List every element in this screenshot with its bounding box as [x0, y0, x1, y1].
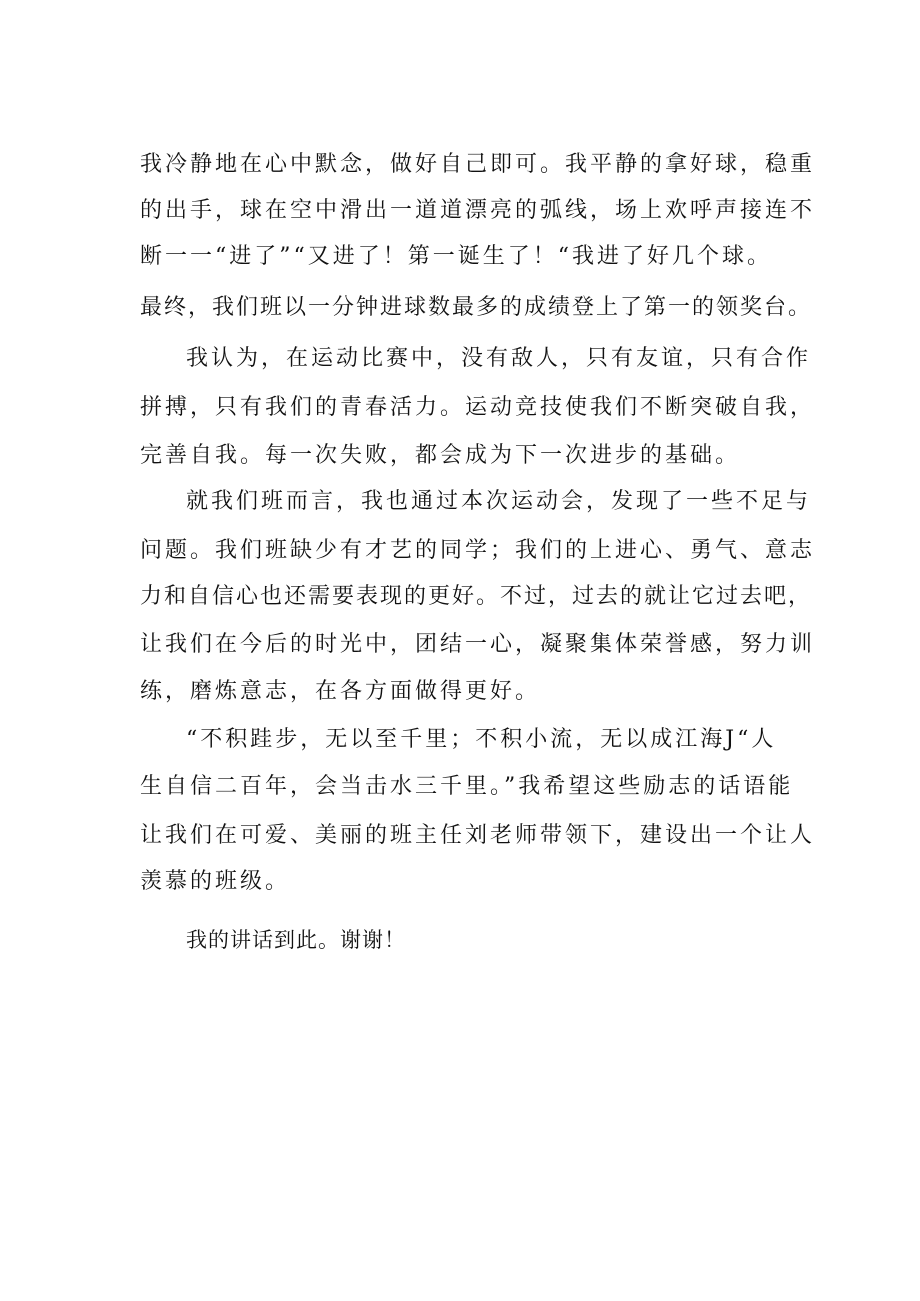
paragraph-4-line-4: 羡慕的班级。 — [140, 869, 291, 894]
paragraph-3-line-3: 力和自信心也还需要表现的更好。不过，过去的就让它过去吧， — [140, 584, 813, 609]
paragraph-4-line-3: 让我们在可爱、美丽的班主任刘老师带领下，建设出一个让人 — [140, 823, 816, 848]
paragraph-3-line-5: 练，磨炼意志，在各方面做得更好。 — [140, 679, 541, 704]
paragraph-3-line-2: 问题。我们班缺少有才艺的同学；我们的上进心、勇气、意志 — [140, 538, 816, 563]
paragraph-4-line-2: 生自信二百年，会当击水三千里。”我希望这些励志的话语能 — [140, 774, 794, 799]
closing-line: 我的讲话到此。谢谢！ — [186, 928, 406, 952]
paragraph-1-line-4: 最终，我们班以一分钟进球数最多的成绩登上了第一的领奖台。 — [140, 295, 813, 320]
paragraph-2-line-2: 拼搏，只有我们的青春活力。运动竞技使我们不断突破自我， — [140, 395, 816, 420]
paragraph-4-line-1: “不积跬步，无以至千里；不积小流，无以成江海J“人 — [186, 727, 777, 752]
paragraph-1-line-3: 断一一“进了”“又进了！第一诞生了！“我进了好几个球。 — [140, 244, 772, 269]
paragraph-2-line-3: 完善自我。每一次失败，都会成为下一次进步的基础。 — [140, 443, 741, 468]
paragraph-1-line-2: 的出手，球在空中滑出一道道漂亮的弧线，场上欢呼声接连不 — [140, 198, 816, 223]
paragraph-2-line-1: 我认为，在运动比赛中，没有敌人，只有友谊，只有合作 — [186, 346, 812, 371]
paragraph-1-line-1: 我冷静地在心中默念，做好自己即可。我平静的拿好球，稳重 — [140, 152, 816, 177]
paragraph-3-line-4: 让我们在今后的时光中，团结一心，凝聚集体荣誉感，努力训 — [140, 632, 816, 657]
paragraph-3-line-1: 就我们班而言，我也通过本次运动会，发现了一些不足与 — [186, 489, 812, 514]
